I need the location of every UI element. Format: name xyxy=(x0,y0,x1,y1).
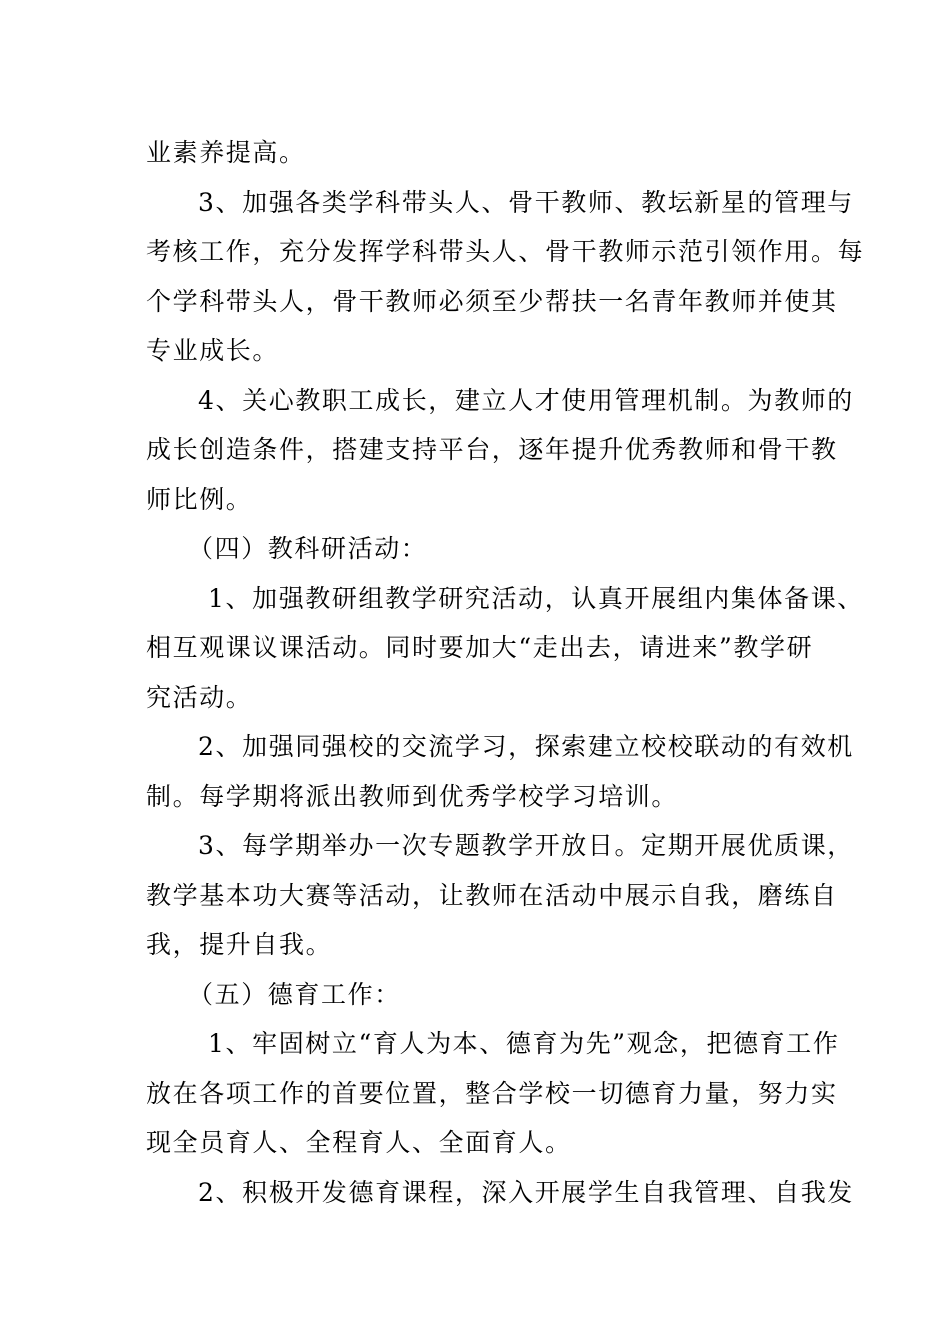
text-line: 2、加强同强校的交流学习，探索建立校校联动的有效机 xyxy=(198,732,854,761)
text-line: 相互观课议课活动。同时要加大“走出去，请进来”教学研 xyxy=(146,633,814,662)
text-line: 制。每学期将派出教师到优秀学校学习培训。 xyxy=(146,781,679,811)
text-line: 3、每学期举办一次专题教学开放日。定期开展优质课， xyxy=(198,831,854,860)
text-line: 成长创造条件，搭建支持平台，逐年提升优秀教师和骨干教 xyxy=(146,435,838,464)
text-line: 个学科带头人，骨干教师必须至少帮扶一名青年教师并使其 xyxy=(146,286,838,316)
text-line: 1、牢固树立“育人为本、德育为先”观念，把德育工作 xyxy=(208,1029,840,1058)
text-line: 考核工作，充分发挥学科带头人、骨干教师示范引领作用。每 xyxy=(146,237,865,266)
text-line: 1、加强教研组教学研究活动，认真开展组内集体备课、 xyxy=(208,583,864,613)
text-line: 现全员育人、全程育人、全面育人。 xyxy=(146,1128,572,1157)
text-line: 4、关心教职工成长，建立人才使用管理机制。为教师的 xyxy=(198,385,854,415)
text-line: 究活动。 xyxy=(146,682,253,712)
document-body xyxy=(146,128,865,1217)
text-line: 我，提升自我。 xyxy=(146,930,333,959)
section-heading: （四）教科研活动： xyxy=(188,534,428,563)
text-line: 专业成长。 xyxy=(146,336,280,365)
text-line: 3、加强各类学科带头人、骨干教师、教坛新星的管理与 xyxy=(198,187,854,217)
text-line: 师比例。 xyxy=(146,484,253,514)
text-line: 教学基本功大赛等活动，让教师在活动中展示自我，磨练自 xyxy=(146,880,838,910)
section-heading: （五）德育工作： xyxy=(188,979,401,1009)
text-line: 业素养提高。 xyxy=(146,138,306,167)
text-line: 放在各项工作的首要位置，整合学校一切德育力量，努力实 xyxy=(146,1078,838,1108)
text-line: 2、积极开发德育课程，深入开展学生自我管理、自我发 xyxy=(198,1177,854,1207)
